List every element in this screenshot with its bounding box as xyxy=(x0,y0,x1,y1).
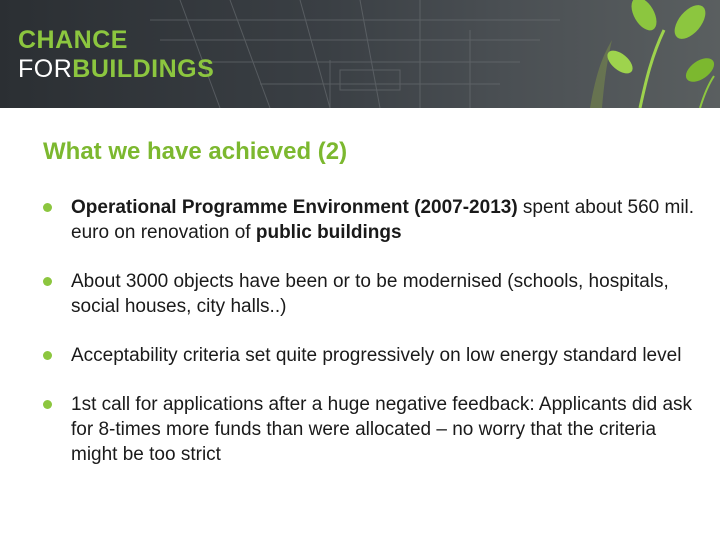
bullet-text: Acceptability criteria set quite progressively on low energy standard level xyxy=(71,345,682,366)
bullet-text: spent about 560 mil. euro on renovation of xyxy=(71,197,695,243)
logo-line-2 xyxy=(18,57,214,82)
logo-line-1: CHANCE xyxy=(18,26,128,54)
logo-buildings: BUILDINGS xyxy=(72,55,215,83)
bullet-text: 1st call for applications after a huge negative feedback: Applicants did ask for 8-times more funds than were allocated – no worry that the criteria might be too strict xyxy=(71,394,693,465)
bullet-text: About 3000 objects have been or to be modernised (schools, hospitals, social houses, city halls..) xyxy=(71,271,669,317)
leaf-sprout-graphic xyxy=(603,0,718,108)
bullet-bold-text: Operational Programme Environment (2007-2013) xyxy=(71,197,518,218)
bullet-dot-icon xyxy=(43,400,52,409)
chance-for-buildings-logo xyxy=(18,28,214,82)
bullet-item xyxy=(43,343,703,368)
bullet-dot-icon xyxy=(43,351,52,360)
bullet-item xyxy=(43,392,703,467)
bullet-item xyxy=(43,269,703,319)
slide-title: What we have achieved (2) xyxy=(43,138,348,165)
bullet-bold-text: public buildings xyxy=(255,222,402,243)
bullet-list xyxy=(43,195,703,491)
bullet-item xyxy=(43,195,703,245)
bullet-dot-icon xyxy=(43,277,52,286)
bullet-dot-icon xyxy=(43,203,52,212)
logo-for: FOR xyxy=(18,55,73,83)
header-banner xyxy=(0,0,720,108)
